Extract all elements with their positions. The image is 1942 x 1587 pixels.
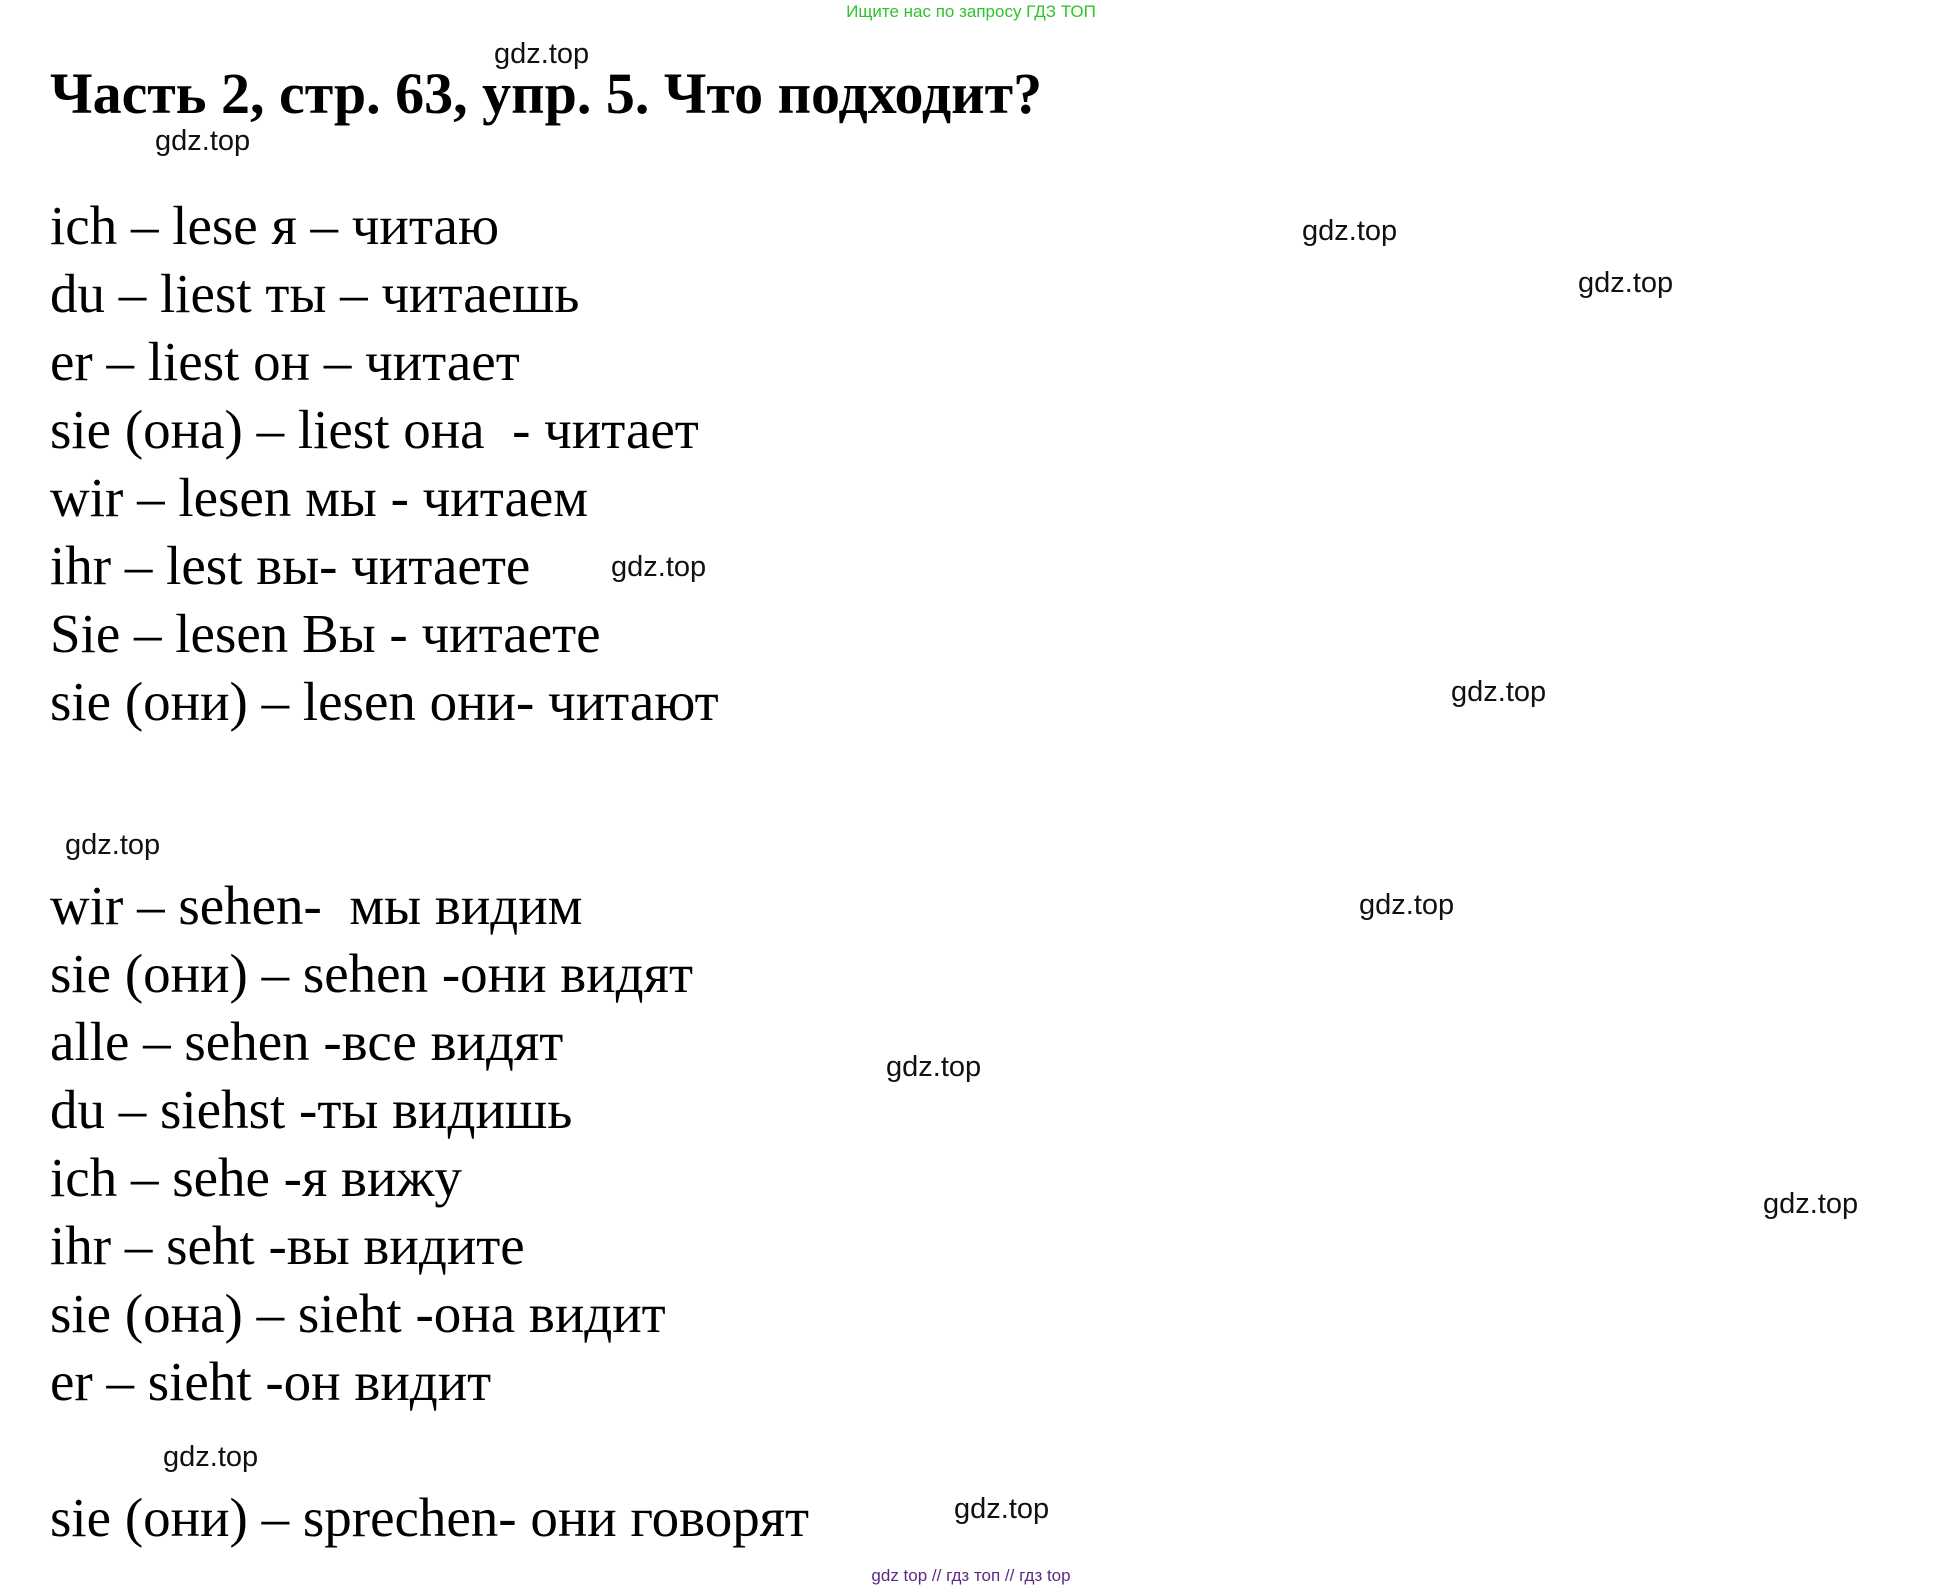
conjugation-line: Sie – lesen Вы - читаете — [50, 603, 601, 664]
watermark: gdz.top — [65, 829, 161, 861]
conjugation-line: er – sieht -он видит — [50, 1351, 492, 1412]
conjugation-line: sie (они) – sprechen- они говорят — [50, 1487, 810, 1548]
conjugation-line: ihr – seht -вы видите — [50, 1215, 525, 1276]
page-title: Часть 2, стр. 63, упр. 5. Что подходит? — [50, 61, 1043, 126]
watermark: gdz.top — [155, 125, 251, 157]
watermark: gdz.top — [886, 1051, 982, 1083]
conjugation-line: ihr – lest вы- читаете — [50, 535, 531, 596]
watermark: gdz.top — [1359, 889, 1455, 921]
watermark: gdz.top — [954, 1493, 1050, 1525]
footer-links: gdz top // гдз топ // гдз top — [871, 1566, 1071, 1585]
conjugation-line: wir – sehen- мы видим — [50, 875, 583, 936]
watermark: gdz.top — [1578, 267, 1674, 299]
conjugation-line: sie (она) – sieht -она видит — [50, 1283, 666, 1344]
watermark: gdz.top — [163, 1441, 259, 1473]
conjugation-line: alle – sehen -все видят — [50, 1011, 564, 1072]
watermark: gdz.top — [1451, 676, 1547, 708]
watermark: gdz.top — [1763, 1188, 1859, 1220]
conjugation-line: sie (она) – liest она - читает — [50, 399, 699, 460]
conjugation-line: sie (они) – sehen -они видят — [50, 943, 693, 1004]
conjugation-line: er – liest он – читает — [50, 331, 520, 392]
watermark: gdz.top — [611, 551, 707, 583]
conjugation-line: ich – lese я – читаю — [50, 195, 500, 256]
conjugation-line: du – siehst -ты видишь — [50, 1079, 573, 1140]
conjugation-line: wir – lesen мы - читаем — [50, 467, 589, 528]
conjugation-line: ich – sehe -я вижу — [50, 1147, 462, 1208]
watermark: gdz.top — [494, 38, 590, 70]
conjugation-line: du – liest ты – читаешь — [50, 263, 580, 324]
conjugation-line: sie (они) – lesen они- читают — [50, 671, 719, 732]
watermark: gdz.top — [1302, 215, 1398, 247]
top-banner: Ищите нас по запросу ГДЗ ТОП — [846, 2, 1096, 21]
